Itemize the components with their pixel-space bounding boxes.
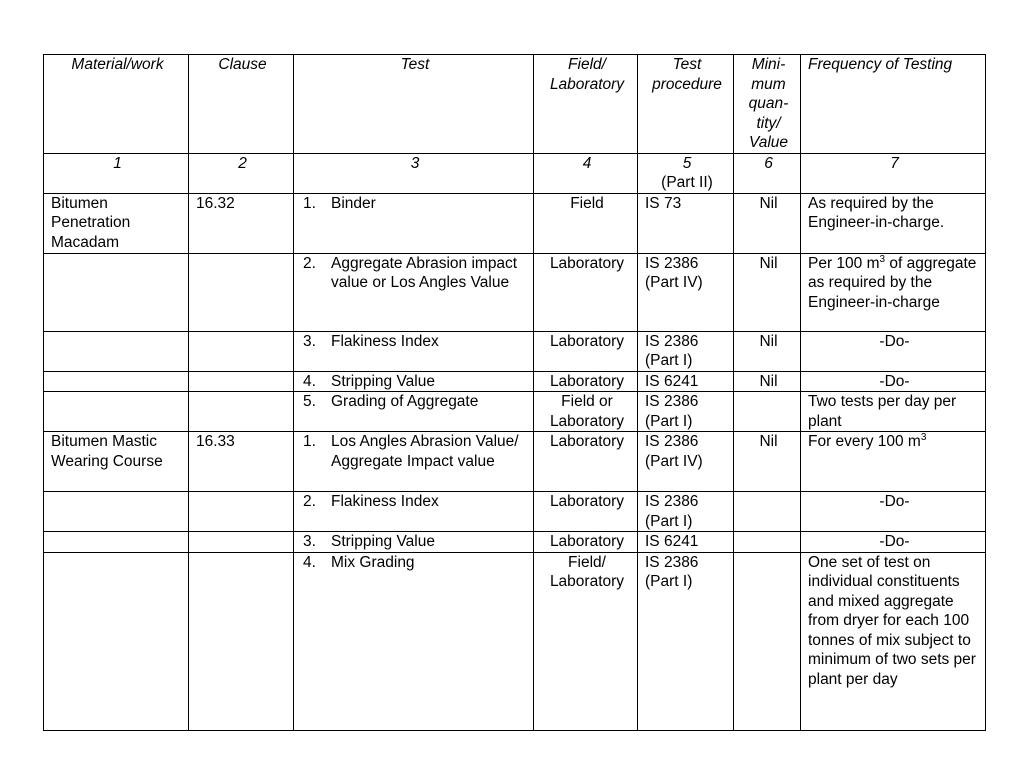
test-number: 1.	[303, 194, 316, 212]
test-number: 4.	[303, 372, 316, 390]
test-cell	[294, 371, 534, 392]
col-num: 7	[801, 153, 986, 193]
frequency-cell: -Do-	[801, 532, 986, 553]
field-lab-cell: Laboratory	[534, 253, 638, 331]
table-row	[44, 552, 986, 730]
procedure-cell: IS 2386 (Part I)	[638, 492, 734, 532]
procedure-cell: IS 6241	[638, 371, 734, 392]
material-cell	[44, 331, 189, 371]
header-row	[44, 55, 986, 154]
header-frequency: Frequency of Testing	[801, 55, 986, 154]
field-lab-cell: Laboratory	[534, 492, 638, 532]
frequency-cell	[801, 432, 986, 492]
test-cell	[294, 552, 534, 730]
col-num: 6	[734, 153, 801, 193]
superscript: 3	[920, 432, 927, 443]
header-test: Test	[294, 55, 534, 154]
table-row	[44, 432, 986, 492]
procedure-cell: IS 2386 (Part I)	[638, 331, 734, 371]
test-cell	[294, 193, 534, 253]
frequency-cell: -Do-	[801, 371, 986, 392]
col-num: 2	[189, 153, 294, 193]
procedure-cell: IS 73	[638, 193, 734, 253]
test-name: Binder	[331, 194, 376, 212]
clause-cell: 16.32	[189, 193, 294, 253]
table-row	[44, 532, 986, 553]
test-name: Flakiness Index	[331, 493, 439, 510]
superscript: 3	[879, 253, 886, 265]
col-num: 5	[682, 154, 692, 172]
minimum-cell: Nil	[734, 193, 801, 253]
frequency-cell: One set of test on individual constituents and mixed aggregate from dryer for each 100 tonnes of mix subject to minimum of two sets per plant per day	[801, 552, 986, 730]
field-lab-cell: Laboratory	[534, 331, 638, 371]
field-lab-cell: Field or Laboratory	[534, 392, 638, 432]
procedure-cell: IS 2386 (Part I)	[638, 552, 734, 730]
material-cell	[44, 532, 189, 553]
procedure-cell: IS 2386 (Part IV)	[638, 432, 734, 492]
frequency-cell: -Do-	[801, 492, 986, 532]
minimum-cell: Nil	[734, 253, 801, 331]
field-lab-cell: Laboratory	[534, 532, 638, 553]
header-minimum: Mini- mum quan- tity/ Value	[734, 55, 801, 154]
table-row	[44, 193, 986, 253]
table-row	[44, 253, 986, 331]
clause-cell	[189, 371, 294, 392]
field-lab-cell: Field	[534, 193, 638, 253]
test-cell	[294, 432, 534, 492]
clause-cell	[189, 392, 294, 432]
header-procedure: Test procedure	[638, 55, 734, 154]
test-name: Grading of Aggregate	[331, 393, 479, 410]
material-cell	[44, 392, 189, 432]
field-lab-cell: Laboratory	[534, 371, 638, 392]
material-cell	[44, 492, 189, 532]
quality-control-table	[43, 54, 986, 731]
minimum-cell	[734, 552, 801, 730]
test-number: 2.	[303, 493, 316, 510]
frequency-cell	[801, 253, 986, 331]
test-cell	[294, 492, 534, 532]
test-name: Stripping Value	[331, 533, 435, 550]
column-number-row	[44, 153, 986, 193]
header-material: Material/work	[44, 55, 189, 154]
test-number: 3.	[303, 533, 316, 550]
test-cell	[294, 392, 534, 432]
material-cell	[44, 253, 189, 331]
material-cell	[44, 552, 189, 730]
header-field-lab: Field/ Laboratory	[534, 55, 638, 154]
frequency-text: For every 100 m	[808, 433, 921, 450]
test-number: 2.	[303, 254, 316, 272]
test-number: 1.	[303, 433, 316, 450]
test-cell	[294, 532, 534, 553]
col-num: 4	[534, 153, 638, 193]
clause-cell	[189, 492, 294, 532]
header-clause: Clause	[189, 55, 294, 154]
clause-cell	[189, 253, 294, 331]
clause-cell	[189, 552, 294, 730]
table-row	[44, 392, 986, 432]
procedure-cell: IS 6241	[638, 532, 734, 553]
minimum-cell	[734, 492, 801, 532]
col-num-5	[638, 153, 734, 193]
test-name: Stripping Value	[331, 372, 435, 390]
field-lab-cell: Laboratory	[534, 432, 638, 492]
frequency-cell: As required by the Engineer-in-charge.	[801, 193, 986, 253]
test-number: 3.	[303, 332, 316, 350]
table-row	[44, 331, 986, 371]
frequency-cell: -Do-	[801, 331, 986, 371]
frequency-text: Per 100 m	[808, 254, 880, 272]
test-name: Mix Grading	[331, 553, 415, 571]
test-cell	[294, 253, 534, 331]
col-num: 1	[44, 153, 189, 193]
test-number: 4.	[303, 553, 316, 571]
minimum-cell: Nil	[734, 371, 801, 392]
test-number: 5.	[303, 393, 316, 410]
table-body	[44, 193, 986, 730]
col-5-note: (Part II)	[661, 174, 713, 191]
procedure-cell: IS 2386 (Part IV)	[638, 253, 734, 331]
minimum-cell	[734, 392, 801, 432]
procedure-cell: IS 2386 (Part I)	[638, 392, 734, 432]
test-name: Flakiness Index	[331, 332, 439, 350]
material-cell: Bitumen Penetration Macadam	[44, 193, 189, 253]
frequency-text: of aggregate as required by the Engineer-in-charge	[808, 254, 977, 311]
test-cell	[294, 331, 534, 371]
clause-cell	[189, 532, 294, 553]
col-num: 3	[294, 153, 534, 193]
table-row	[44, 492, 986, 532]
test-name: Los Angles Abrasion Value/ Aggregate Impact value	[331, 433, 519, 470]
material-cell: Bitumen Mastic Wearing Course	[44, 432, 189, 492]
field-lab-cell: Field/ Laboratory	[534, 552, 638, 730]
clause-cell	[189, 331, 294, 371]
minimum-cell: Nil	[734, 331, 801, 371]
frequency-cell: Two tests per day per plant	[801, 392, 986, 432]
material-cell	[44, 371, 189, 392]
test-name: Aggregate Abrasion impact value or Los Angles Value	[331, 254, 518, 291]
table-row	[44, 371, 986, 392]
minimum-cell: Nil	[734, 432, 801, 492]
minimum-cell	[734, 532, 801, 553]
clause-cell: 16.33	[189, 432, 294, 492]
